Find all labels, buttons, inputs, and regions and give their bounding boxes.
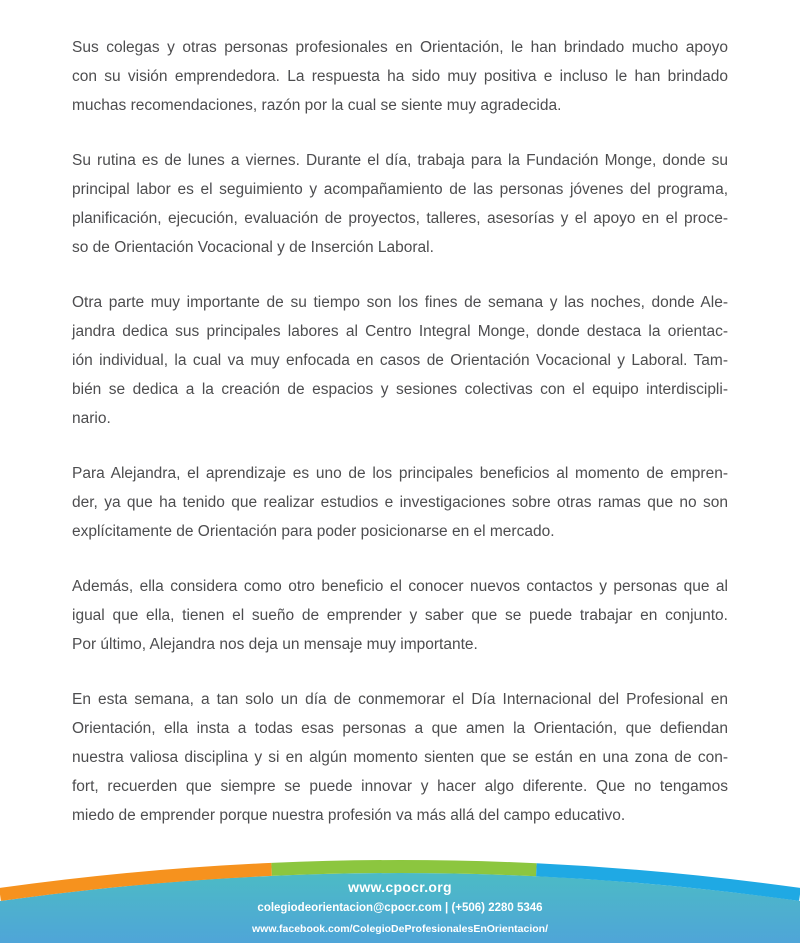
article-body bbox=[72, 33, 728, 856]
footer-email-link[interactable]: colegiodeorientacion@cpocr.com bbox=[257, 902, 442, 914]
text-line: En esta semana, a tan solo un día de conmemorar el Día Internacional del Profesional en bbox=[72, 691, 728, 708]
text-line: planificación, ejecución, evaluación de proyectos, talleres, asesorías y el apoyo en el proce- bbox=[72, 210, 728, 227]
text-line: Otra parte muy importante de su tiempo son los fines de semana y las noches, donde Ale- bbox=[72, 294, 728, 311]
text-line: nuestra valiosa disciplina y si en algún momento sienten que se están en una zona de con- bbox=[72, 749, 728, 766]
footer-contact-line bbox=[0, 901, 800, 916]
text-line: Sus colegas y otras personas profesionales en Orientación, le han brindado mucho apoyo bbox=[72, 39, 728, 56]
footer-facebook-link[interactable]: www.facebook.com/ColegioDeProfesionalesEnOrientacion/ bbox=[251, 923, 548, 935]
paragraph bbox=[72, 685, 728, 830]
text-line: con su visión emprendedora. La respuesta ha sido muy positiva e incluso le han brindado bbox=[72, 68, 728, 85]
paragraph bbox=[72, 459, 728, 546]
text-line: nario. bbox=[72, 410, 111, 427]
text-line: principal labor es el seguimiento y acompañamiento de las personas jóvenes del programa, bbox=[72, 181, 728, 198]
text-line: jandra dedica sus principales labores al Centro Integral Monge, donde destaca la orientac- bbox=[72, 323, 728, 340]
footer-contact-separator: | bbox=[441, 902, 452, 914]
footer-website-link[interactable]: www.cpocr.org bbox=[348, 879, 452, 895]
text-line: bién se dedica a la creación de espacios y sesiones colectivas con el equipo interdiscipli- bbox=[72, 381, 728, 398]
text-line: Orientación, ella insta a todas esas personas a que amen la Orientación, que defiendan bbox=[72, 720, 728, 737]
text-line: fort, recuerden que siempre se puede innovar y hacer algo diferente. Que no tengamos bbox=[72, 778, 728, 795]
footer-contact-block bbox=[0, 878, 800, 936]
text-line: so de Orientación Vocacional y de Inserción Laboral. bbox=[72, 239, 434, 256]
footer-phone: (+506) 2280 5346 bbox=[451, 902, 543, 914]
text-line: der, ya que ha tenido que realizar estudios e investigaciones sobre otras ramas que no son bbox=[72, 494, 728, 511]
text-line: ión individual, la cual va muy enfocada en casos de Orientación Vocacional y Laboral. Tam- bbox=[72, 352, 728, 369]
text-line: explícitamente de Orientación para poder posicionarse en el mercado. bbox=[72, 523, 555, 540]
paragraph bbox=[72, 146, 728, 262]
text-line: Por último, Alejandra nos deja un mensaje muy importante. bbox=[72, 636, 478, 653]
text-line: igual que ella, tienen el sueño de emprender y saber que se puede trabajar en conjunto. bbox=[72, 607, 728, 624]
paragraph bbox=[72, 572, 728, 659]
text-line: muchas recomendaciones, razón por la cual se siente muy agradecida. bbox=[72, 97, 562, 114]
text-line: miedo de emprender porque nuestra profesión va más allá del campo educativo. bbox=[72, 807, 626, 824]
text-line: Para Alejandra, el aprendizaje es uno de los principales beneficios al momento de empren- bbox=[72, 465, 728, 482]
text-line: Su rutina es de lunes a viernes. Durante el día, trabaja para la Fundación Monge, donde su bbox=[72, 152, 728, 169]
paragraph bbox=[72, 288, 728, 433]
text-line: Además, ella considera como otro beneficio el conocer nuevos contactos y personas que al bbox=[72, 578, 728, 595]
footer bbox=[0, 858, 800, 943]
paragraph bbox=[72, 33, 728, 120]
